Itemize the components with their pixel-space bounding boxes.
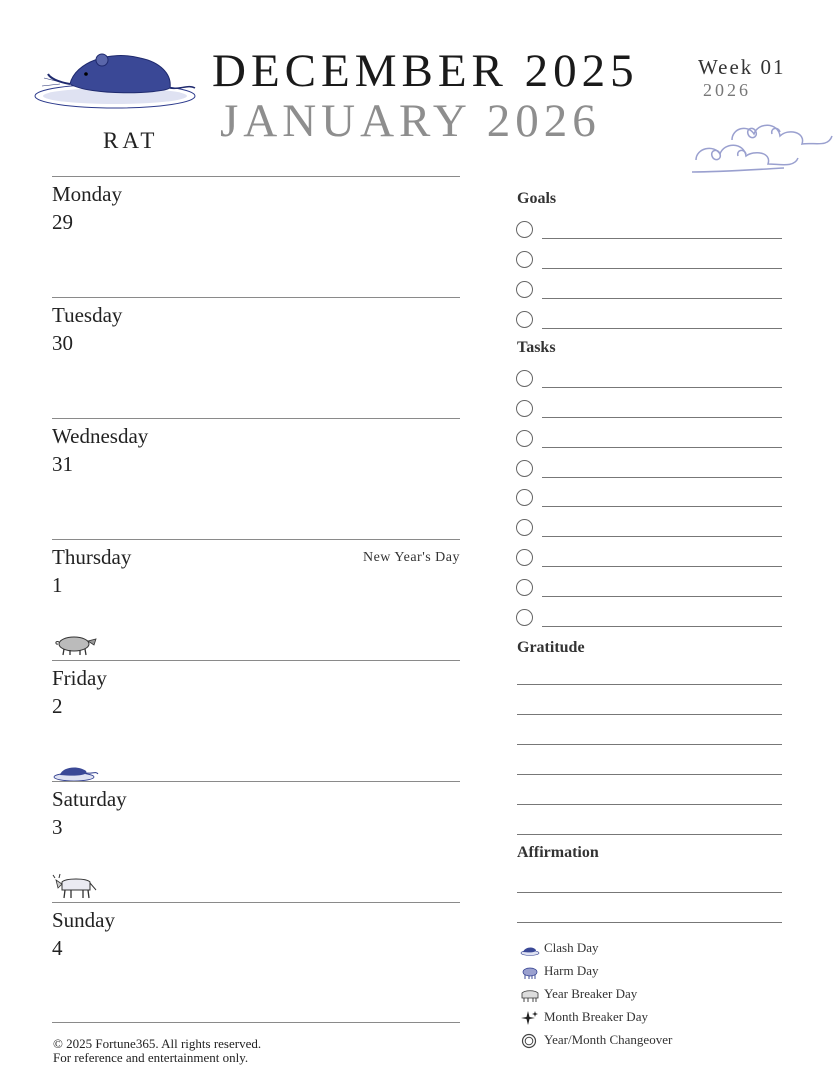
- month-title-secondary: JANUARY 2026: [220, 95, 601, 147]
- gratitude-line[interactable]: [517, 684, 782, 685]
- legend-label: Year Breaker Day: [544, 986, 638, 1001]
- write-line[interactable]: [542, 387, 782, 388]
- checkbox-circle-icon[interactable]: [516, 400, 533, 417]
- legend-label: Year/Month Changeover: [544, 1032, 673, 1047]
- day-wednesday: [52, 418, 460, 539]
- year-breaker-icon: [520, 987, 540, 1003]
- write-line[interactable]: [542, 238, 782, 239]
- legend-label: Clash Day: [544, 940, 599, 955]
- task-checkbox[interactable]: [516, 607, 782, 627]
- week-year: 2026: [703, 80, 751, 100]
- changeover-icon: [520, 1033, 540, 1049]
- checkbox-circle-icon[interactable]: [516, 489, 533, 506]
- zodiac-label: RAT: [103, 128, 159, 153]
- goal-checkbox[interactable]: [516, 249, 782, 269]
- day-date: 3: [52, 815, 63, 839]
- day-thursday: [52, 539, 460, 660]
- goal-checkbox[interactable]: [516, 279, 782, 299]
- day-name: Sunday: [52, 908, 115, 932]
- affirmation-line[interactable]: [517, 892, 782, 893]
- goal-checkbox[interactable]: [516, 309, 782, 329]
- gratitude-line[interactable]: [517, 804, 782, 805]
- write-line[interactable]: [542, 417, 782, 418]
- gratitude-line[interactable]: [517, 744, 782, 745]
- write-line[interactable]: [542, 506, 782, 507]
- checkbox-circle-icon[interactable]: [516, 311, 533, 328]
- week-number: Week 01: [698, 55, 786, 79]
- task-checkbox[interactable]: [516, 458, 782, 478]
- divider: [52, 1022, 460, 1023]
- day-date: 1: [52, 573, 63, 597]
- day-name: Friday: [52, 666, 107, 690]
- day-tuesday: [52, 297, 460, 418]
- day-friday: [52, 660, 460, 781]
- checkbox-circle-icon[interactable]: [516, 609, 533, 626]
- affirmation-heading: Affirmation: [517, 844, 599, 861]
- checkbox-circle-icon[interactable]: [516, 370, 533, 387]
- task-checkbox[interactable]: [516, 398, 782, 418]
- gratitude-line[interactable]: [517, 774, 782, 775]
- clash-day-icon: [520, 941, 540, 957]
- day-date: 2: [52, 694, 63, 718]
- day-name: Tuesday: [52, 303, 123, 327]
- write-line[interactable]: [542, 536, 782, 537]
- day-saturday: [52, 781, 460, 902]
- task-checkbox[interactable]: [516, 517, 782, 537]
- write-line[interactable]: [542, 566, 782, 567]
- day-name: Wednesday: [52, 424, 149, 448]
- tasks-heading: Tasks: [517, 339, 556, 356]
- month-breaker-icon: [520, 1010, 540, 1026]
- disclaimer-line: For reference and entertainment only.: [53, 1050, 249, 1065]
- day-name: Thursday: [52, 545, 132, 569]
- checkbox-circle-icon[interactable]: [516, 579, 533, 596]
- checkbox-circle-icon[interactable]: [516, 430, 533, 447]
- write-line[interactable]: [542, 298, 782, 299]
- day-date: 29: [52, 210, 73, 234]
- write-line[interactable]: [542, 328, 782, 329]
- harm-day-icon: [520, 964, 540, 980]
- ox-icon: [52, 872, 100, 900]
- checkbox-circle-icon[interactable]: [516, 251, 533, 268]
- goals-heading: Goals: [517, 190, 557, 207]
- copyright-footer: [53, 1037, 261, 1065]
- legend-label: Harm Day: [544, 963, 599, 978]
- gratitude-line[interactable]: [517, 834, 782, 835]
- day-date: 4: [52, 936, 63, 960]
- gratitude-line[interactable]: [517, 714, 782, 715]
- checkbox-circle-icon[interactable]: [516, 549, 533, 566]
- write-line[interactable]: [542, 447, 782, 448]
- day-date: 30: [52, 331, 73, 355]
- copyright-line: © 2025 Fortune365. All rights reserved.: [53, 1036, 262, 1051]
- checkbox-circle-icon[interactable]: [516, 221, 533, 238]
- day-date: 31: [52, 452, 73, 476]
- goal-checkbox[interactable]: [516, 219, 782, 239]
- write-line[interactable]: [542, 477, 782, 478]
- rat-icon: [52, 755, 100, 783]
- checkbox-circle-icon[interactable]: [516, 519, 533, 536]
- task-checkbox[interactable]: [516, 487, 782, 507]
- rat-zodiac-illustration: [30, 44, 200, 114]
- checkbox-circle-icon[interactable]: [516, 281, 533, 298]
- write-line[interactable]: [542, 596, 782, 597]
- holiday-note: New Year's Day: [362, 550, 460, 565]
- gratitude-heading: Gratitude: [517, 639, 585, 656]
- write-line[interactable]: [542, 268, 782, 269]
- cloud-icon: [688, 112, 834, 182]
- month-title-primary: DECEMBER 2025: [212, 45, 639, 97]
- day-name: Saturday: [52, 787, 127, 811]
- day-name: Monday: [52, 182, 122, 206]
- day-monday: [52, 176, 460, 297]
- legend-label: Month Breaker Day: [544, 1009, 648, 1024]
- affirmation-line[interactable]: [517, 922, 782, 923]
- day-sunday: [52, 902, 460, 1022]
- task-checkbox[interactable]: [516, 577, 782, 597]
- write-line[interactable]: [542, 626, 782, 627]
- task-checkbox[interactable]: [516, 547, 782, 567]
- pig-icon: [52, 629, 100, 657]
- task-checkbox[interactable]: [516, 428, 782, 448]
- task-checkbox[interactable]: [516, 368, 782, 388]
- checkbox-circle-icon[interactable]: [516, 460, 533, 477]
